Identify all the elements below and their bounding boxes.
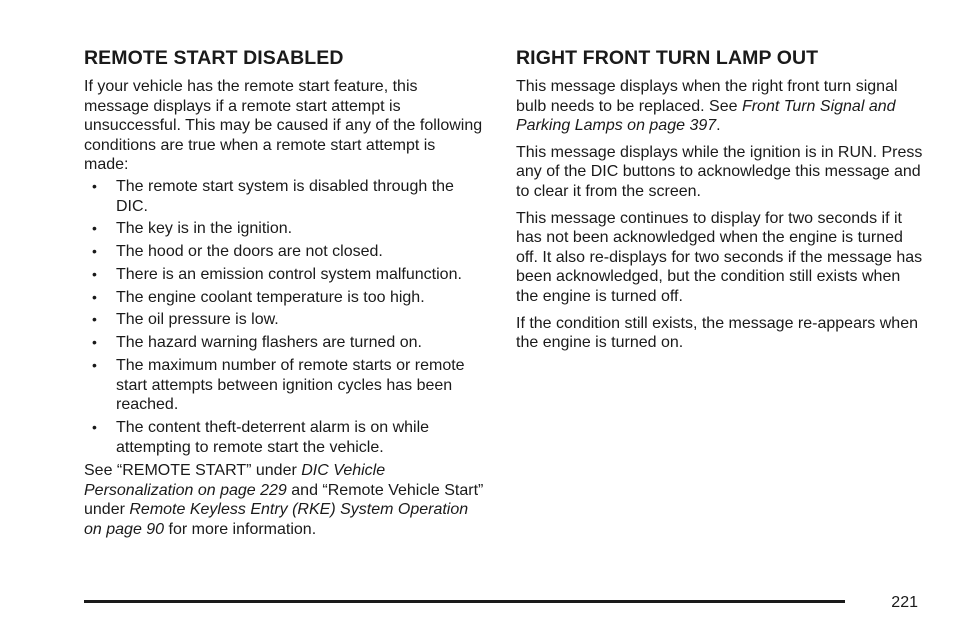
bullet-icon: •	[92, 220, 97, 237]
list-item-text: The key is in the ignition.	[116, 220, 293, 238]
list-item-text: The hood or the doors are not closed.	[116, 243, 383, 261]
see-text-2: and “Remote Vehicle Start” under	[84, 481, 484, 519]
conditions-list	[84, 177, 484, 457]
list-item	[84, 177, 484, 216]
see-text-1: See “REMOTE START” under	[84, 462, 302, 480]
list-item-text: The engine coolant temperature is too high.	[116, 288, 425, 306]
bullet-icon: •	[92, 334, 97, 351]
list-item	[84, 242, 484, 262]
bullet-icon: •	[92, 243, 97, 260]
left-column	[84, 46, 484, 540]
list-item	[84, 356, 484, 415]
turn-lamp-paragraph-4: If the condition still exists, the message re-appears when the engine is turned on.	[516, 314, 918, 352]
see-text-3: for more information.	[164, 520, 317, 538]
list-item-text: The oil pressure is low.	[116, 311, 279, 329]
list-item	[84, 310, 484, 330]
right-front-turn-lamp-out-heading: RIGHT FRONT TURN LAMP OUT	[516, 47, 819, 69]
remote-start-intro: If your vehicle has the remote start feature, this message displays if a remote start attempt is unsuccessful. This may be caused if any of the following conditions are true when a remote start attempt is made:	[84, 78, 483, 174]
footer-rule	[84, 600, 845, 603]
p1-end: .	[716, 117, 721, 135]
see-also-paragraph	[84, 461, 484, 539]
page-number: 221	[891, 594, 918, 611]
bullet-icon: •	[92, 419, 97, 435]
front-turn-signal-reference: Front Turn Signal and Parking Lamps on page 397	[516, 97, 896, 135]
turn-lamp-paragraph-2: This message displays while the ignition is in RUN. Press any of the DIC buttons to acknowledge this message and to clear it from the screen.	[516, 143, 923, 200]
turn-lamp-paragraph-3: This message continues to display for two seconds if it has not been acknowledged when the engine is turned off. It also re-displays for two seconds if the message has been acknowledged, but the condition still exists when the engine is turned off.	[516, 209, 923, 305]
list-item-text: There is an emission control system malfunction.	[116, 265, 462, 283]
list-item	[84, 418, 484, 457]
list-item	[84, 288, 484, 308]
bullet-icon: •	[92, 288, 97, 305]
bullet-icon: •	[92, 357, 97, 374]
p1-text: This message displays when the right front turn signal bulb needs to be replaced. See	[516, 78, 898, 115]
list-item-text: The remote start system is disabled through the DIC.	[116, 177, 454, 215]
list-item	[84, 219, 484, 239]
right-column	[516, 46, 926, 360]
list-item	[84, 333, 484, 353]
list-item-text: The hazard warning flashers are turned on.	[116, 334, 422, 352]
bullet-icon: •	[92, 177, 97, 194]
bullet-icon: •	[92, 265, 97, 282]
turn-lamp-paragraph-1	[516, 77, 926, 136]
list-item	[84, 265, 484, 285]
rke-system-operation-reference: Remote Keyless Entry (RKE) System Operation on page 90	[84, 501, 469, 538]
remote-start-disabled-heading: REMOTE START DISABLED	[84, 47, 344, 69]
list-item-text: The content theft-deterrent alarm is on while attempting to remote start the vehicle.	[116, 419, 430, 456]
bullet-icon: •	[92, 311, 97, 328]
list-item-text: The maximum number of remote starts or remote start attempts between ignition cycles has been reached.	[116, 357, 465, 414]
dic-vehicle-personalization-reference: DIC Vehicle Personalization on page 229	[84, 462, 386, 499]
